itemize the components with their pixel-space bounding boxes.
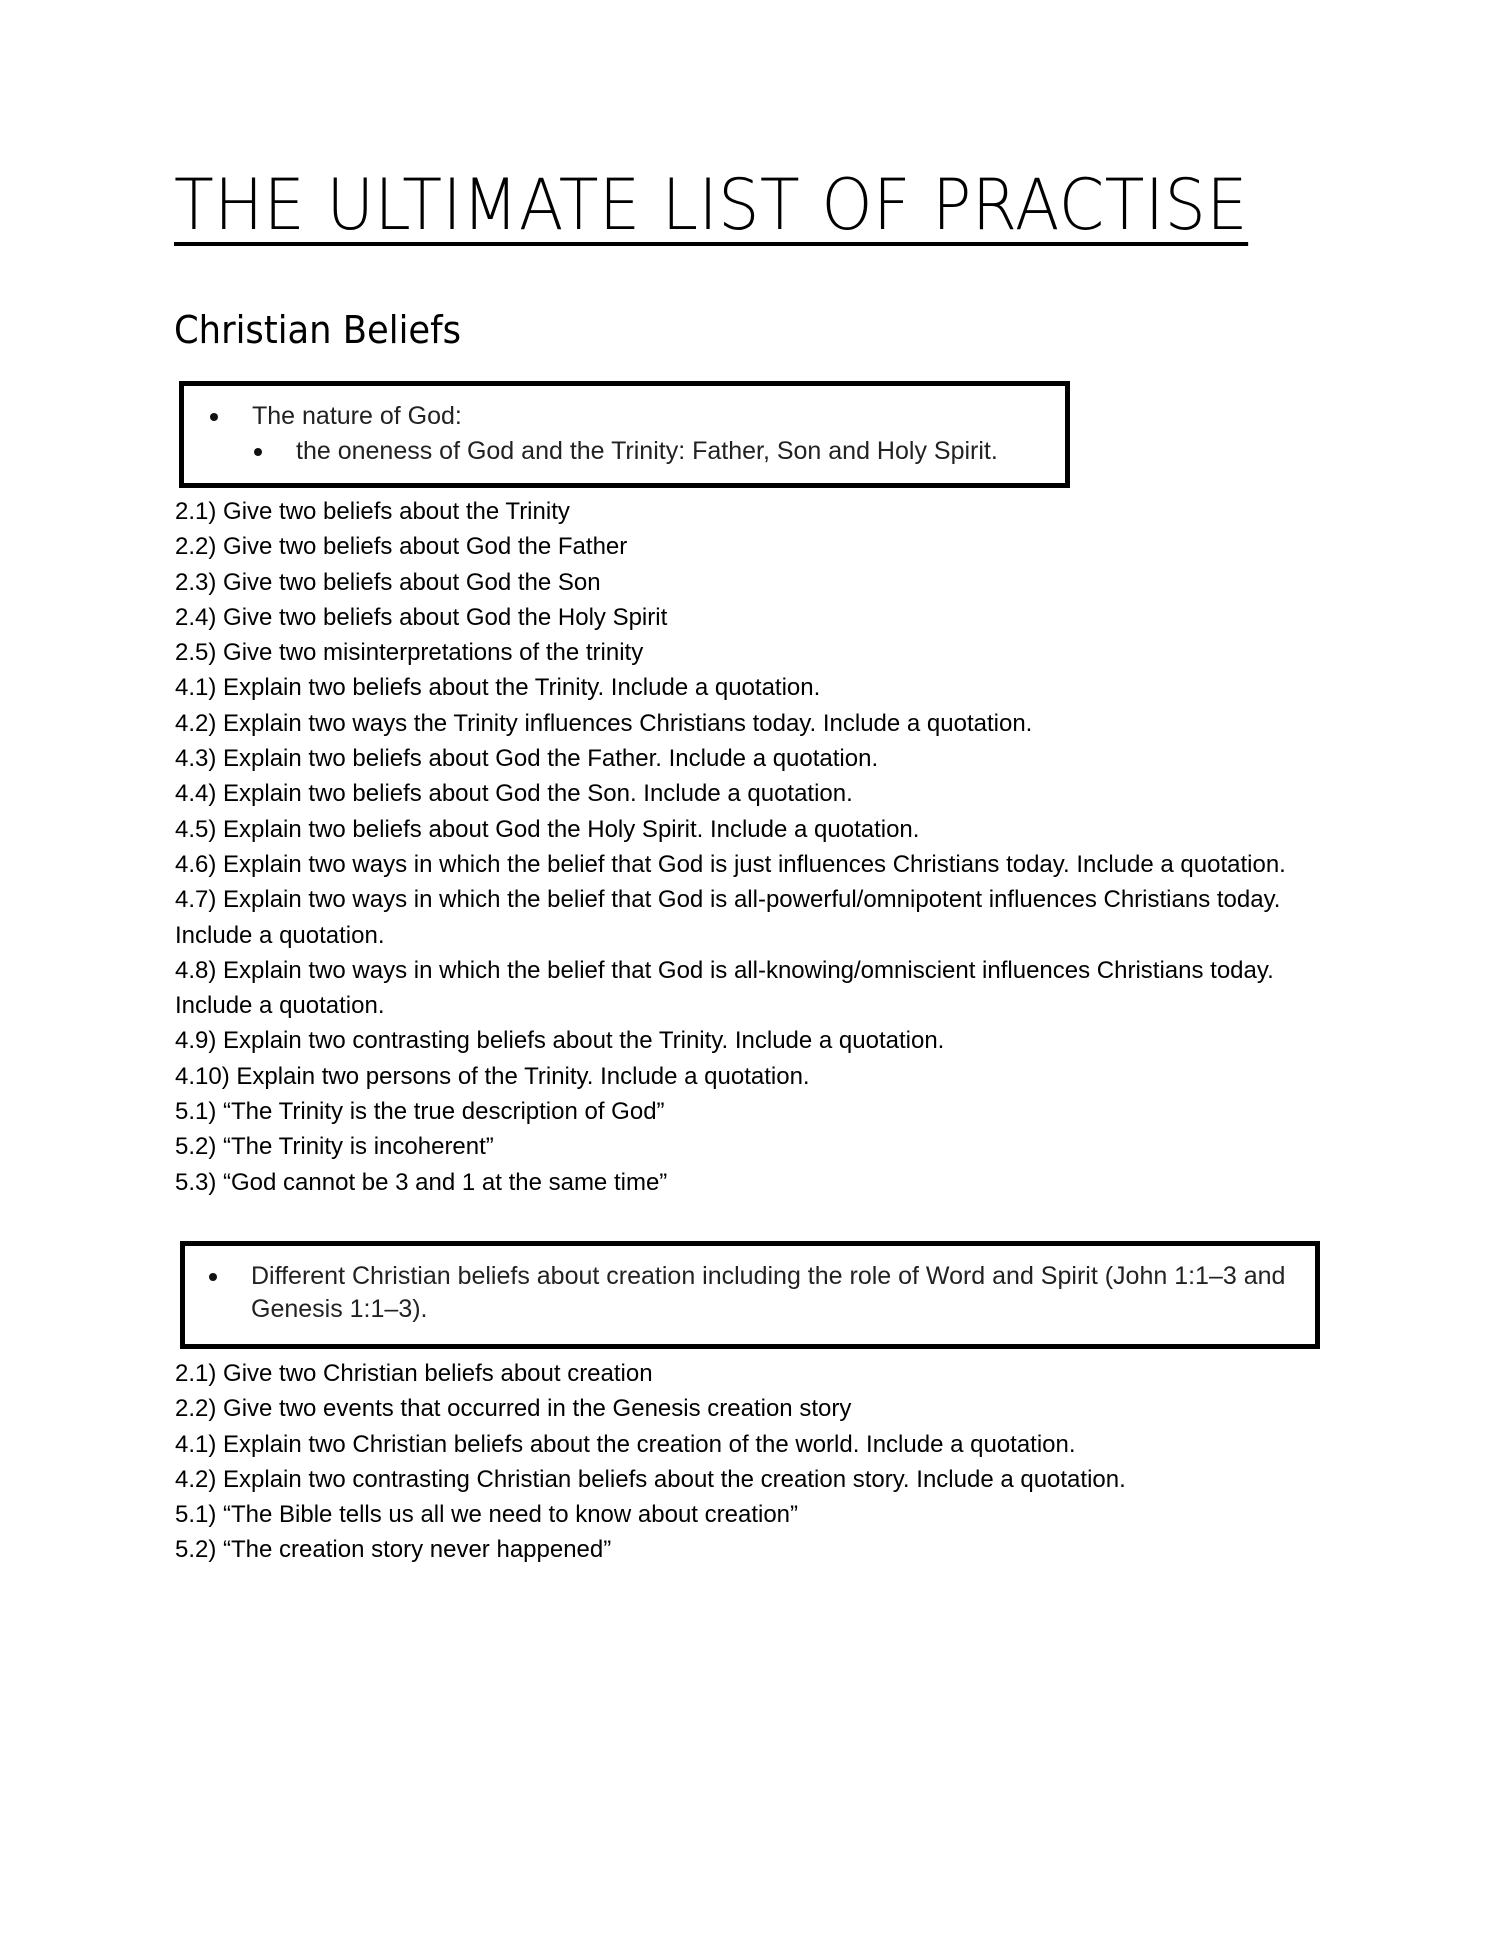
spec-item: Different Christian beliefs about creation including the role of Word and Spirit (John 1:1–3 and Genesis 1:1–3). (251, 1260, 1301, 1326)
question-item: 5.2) “The Trinity is incoherent” (175, 1133, 494, 1161)
question-item: 4.5) Explain two beliefs about God the Holy Spirit. Include a quotation. (175, 815, 920, 843)
question-item: 2.4) Give two beliefs about God the Holy Spirit (175, 603, 668, 631)
question-item: 5.3) “God cannot be 3 and 1 at the same time” (175, 1168, 668, 1196)
spec-box-creation (180, 1241, 1320, 1349)
question-list-trinity (175, 494, 1300, 1200)
section-heading: Christian Beliefs (174, 308, 462, 352)
question-item: 2.3) Give two beliefs about God the Son (175, 568, 601, 596)
question-item: 4.3) Explain two beliefs about God the Father. Include a quotation. (175, 745, 879, 773)
question-item: 4.1) Explain two beliefs about the Trinity. Include a quotation. (175, 674, 821, 702)
spec-box-nature-of-god (179, 381, 1070, 488)
question-item: 5.1) “The Bible tells us all we need to know about creation” (175, 1501, 799, 1529)
question-item: 4.4) Explain two beliefs about God the Son. Include a quotation. (175, 780, 853, 808)
question-item: 2.5) Give two misinterpretations of the trinity (175, 639, 644, 667)
page-title: THE ULTIMATE LIST OF PRACTISE (174, 164, 1248, 246)
question-item: 5.1) “The Trinity is the true description of God” (175, 1098, 665, 1126)
question-item: 4.2) Explain two contrasting Christian beliefs about the creation story. Include a quotation. (175, 1465, 1126, 1493)
question-item: 4.9) Explain two contrasting beliefs about the Trinity. Include a quotation. (175, 1027, 945, 1055)
question-item: 4.2) Explain two ways the Trinity influences Christians today. Include a quotation. (175, 709, 1033, 737)
spec-subitem: the oneness of God and the Trinity: Father, Son and Holy Spirit. (296, 435, 998, 468)
question-item: 2.1) Give two Christian beliefs about creation (175, 1360, 653, 1387)
question-item: 4.8) Explain two ways in which the belief that God is all-knowing/omniscient influences Christians today. Include a quotation. (175, 956, 1274, 1020)
question-item: 2.1) Give two beliefs about the Trinity (175, 498, 570, 525)
spec-item: The nature of God: (252, 400, 462, 433)
question-item: 4.10) Explain two persons of the Trinity. Include a quotation. (175, 1062, 810, 1090)
question-item: 4.1) Explain two Christian beliefs about the creation of the world. Include a quotation. (175, 1430, 1076, 1458)
question-item: 5.2) “The creation story never happened” (175, 1536, 612, 1564)
question-item: 4.7) Explain two ways in which the belief that God is all-powerful/omnipotent influences Christians today. Include a quotation. (175, 886, 1281, 949)
question-item: 2.2) Give two beliefs about God the Father (175, 533, 628, 561)
question-item: 2.2) Give two events that occurred in the Genesis creation story (175, 1395, 852, 1423)
question-list-creation (175, 1356, 1300, 1568)
question-item: 4.6) Explain two ways in which the belief that God is just influences Christians today. Include a quotation. (175, 850, 1286, 878)
